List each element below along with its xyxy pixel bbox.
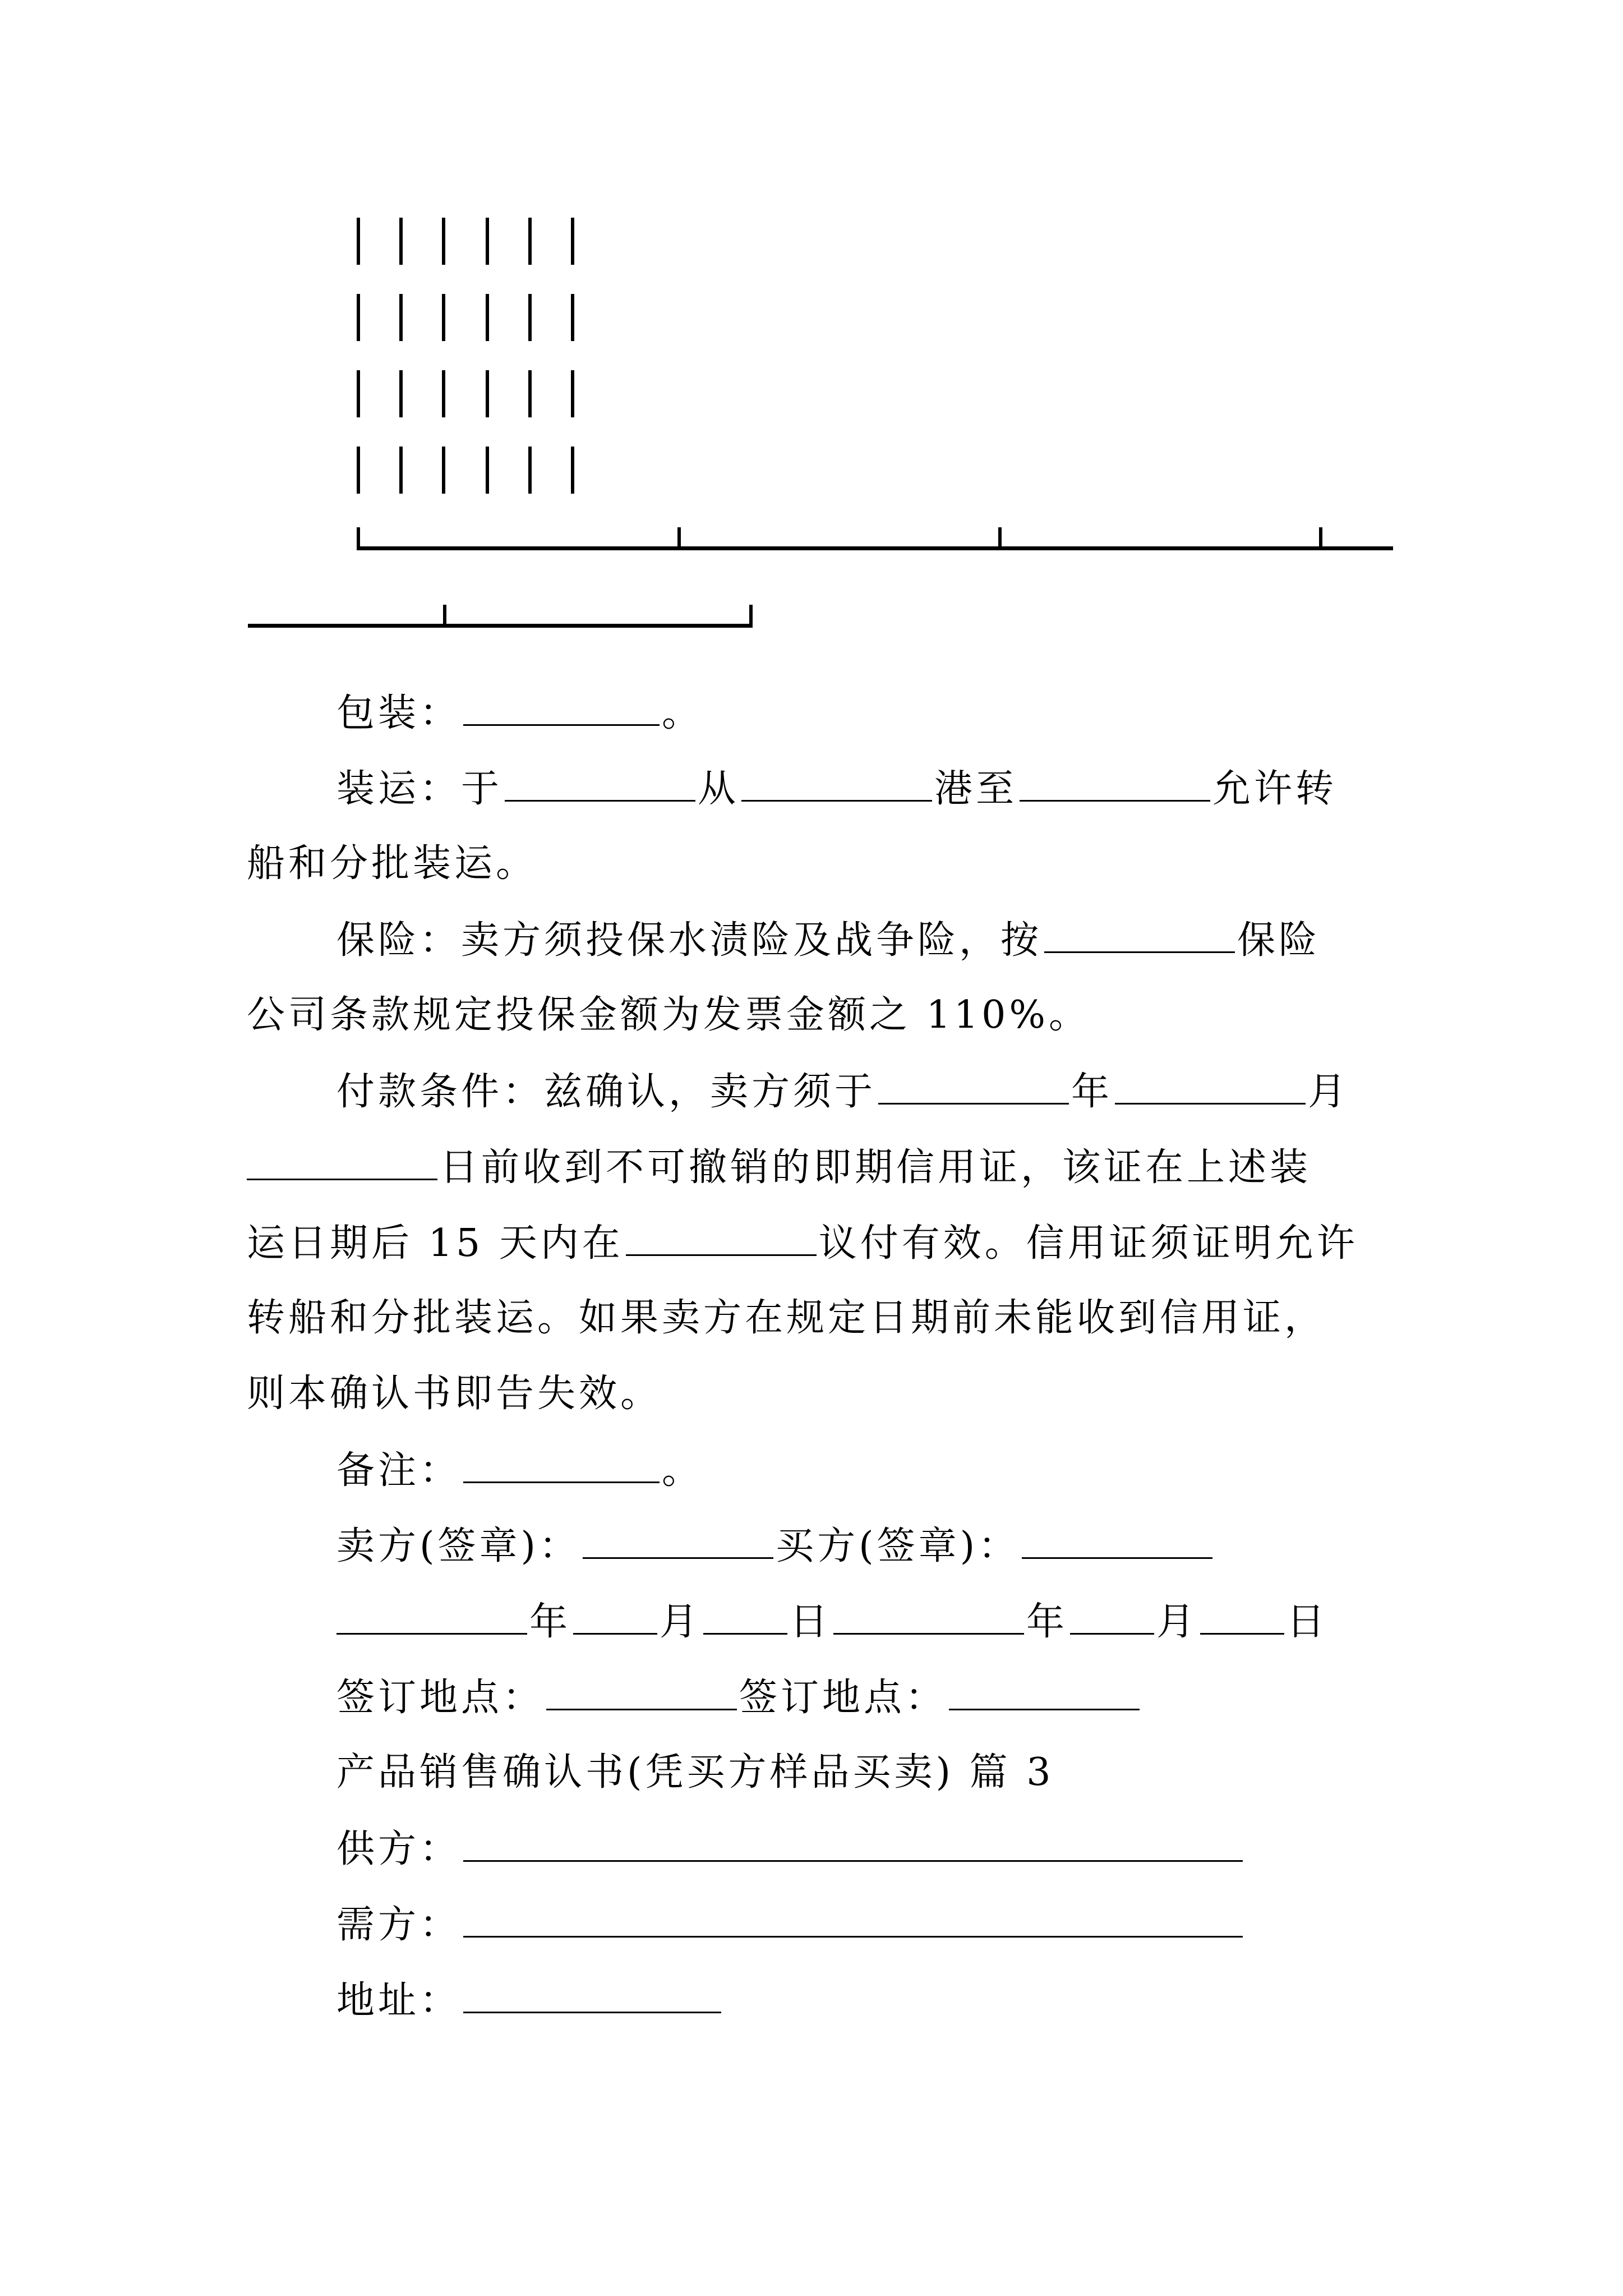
payment-month-blank[interactable]	[1115, 1066, 1306, 1105]
seller-day-blank[interactable]	[703, 1596, 787, 1635]
packaging-blank[interactable]	[463, 687, 660, 726]
seller-day-label: 日	[790, 1600, 832, 1644]
buyer-month-blank[interactable]	[1070, 1596, 1154, 1635]
table-bar	[357, 218, 360, 265]
table-bar	[442, 294, 445, 341]
buyer-day-blank[interactable]	[1200, 1596, 1284, 1635]
buyer-signature-label: 买方(签章)：	[776, 1524, 1020, 1568]
table-border	[248, 624, 753, 628]
insurance-line	[336, 914, 1320, 966]
table-tick	[998, 527, 1002, 550]
shipment-line-2: 船和分批装运。	[247, 841, 538, 886]
payment-text: 付款条件：兹确认，卖方须于	[336, 1070, 877, 1114]
demander-blank[interactable]	[463, 1899, 1243, 1938]
table-bar	[442, 447, 445, 494]
insurance-text-2: 保险	[1237, 918, 1321, 963]
table-bar	[528, 447, 532, 494]
remarks-label: 备注：	[336, 1448, 462, 1493]
payment-line	[336, 1066, 1349, 1117]
seller-place-blank[interactable]	[546, 1672, 737, 1710]
shipment-destination-blank[interactable]	[1020, 763, 1210, 802]
table-bar	[571, 370, 574, 417]
place-line	[336, 1672, 1142, 1723]
table-bar	[357, 447, 360, 494]
buyer-place-blank[interactable]	[949, 1672, 1140, 1710]
buyer-signature-blank[interactable]	[1022, 1520, 1212, 1559]
table-border	[357, 546, 1393, 550]
supplier-line	[336, 1823, 1245, 1875]
payment-text-4: 议付有效。信用证须证明允许	[818, 1221, 1358, 1266]
table-corner	[749, 605, 753, 627]
insurance-line-2: 公司条款规定投保金额为发票金额之 110%。	[247, 993, 1091, 1037]
shipment-date-blank[interactable]	[505, 763, 695, 802]
payment-month: 月	[1308, 1070, 1350, 1114]
demander-line	[336, 1899, 1245, 1950]
table-bar	[528, 370, 532, 417]
payment-day-blank[interactable]	[247, 1142, 437, 1180]
table-bar	[442, 218, 445, 265]
shipment-port-blank[interactable]	[741, 763, 932, 802]
seller-year-blank[interactable]	[336, 1596, 527, 1635]
remarks-blank[interactable]	[463, 1444, 660, 1483]
packaging-end: 。	[662, 691, 704, 735]
buyer-year-blank[interactable]	[833, 1596, 1024, 1635]
seller-year-label: 年	[529, 1600, 571, 1644]
shipment-port-to: 港至	[934, 767, 1018, 811]
remarks-line	[336, 1444, 703, 1496]
table-tick	[677, 527, 681, 550]
payment-line-3	[247, 1217, 1358, 1269]
date-line	[336, 1596, 1328, 1648]
demander-label: 需方：	[336, 1903, 462, 1947]
buyer-place-label: 签订地点：	[739, 1676, 947, 1720]
packaging-line	[336, 687, 703, 739]
shipment-line	[336, 763, 1337, 815]
table-bar	[486, 370, 489, 417]
table-bar	[357, 294, 360, 341]
payment-text-2: 日前收到不可撤销的即期信用证，该证在上述装	[440, 1145, 1312, 1190]
shipment-from: 从	[698, 767, 740, 811]
table-bar	[399, 370, 403, 417]
signature-line	[336, 1520, 1215, 1572]
table-bar	[486, 218, 489, 265]
address-line	[336, 1975, 723, 2026]
insurance-text: 保险：卖方须投保水渍险及战争险，按	[336, 918, 1043, 963]
table-bar	[399, 447, 403, 494]
seller-month-blank[interactable]	[573, 1596, 657, 1635]
table-bar	[571, 294, 574, 341]
supplier-blank[interactable]	[463, 1823, 1243, 1862]
table-bar	[571, 218, 574, 265]
shipment-allow: 允许转	[1212, 767, 1338, 811]
supplier-label: 供方：	[336, 1827, 462, 1871]
payment-year-blank[interactable]	[878, 1066, 1069, 1105]
seller-place-label: 签订地点：	[336, 1676, 545, 1720]
table-bar	[571, 447, 574, 494]
address-label: 地址：	[336, 1978, 462, 2023]
table-bar	[442, 370, 445, 417]
buyer-month-label: 月	[1156, 1600, 1198, 1644]
payment-line-4: 转船和分批装运。如果卖方在规定日期前未能收到信用证，	[247, 1296, 1326, 1340]
buyer-year-label: 年	[1026, 1600, 1068, 1644]
payment-line-2	[247, 1142, 1311, 1193]
payment-line-5: 则本确认书即告失效。	[247, 1372, 662, 1416]
seller-signature-label: 卖方(签章)：	[336, 1524, 581, 1568]
table-bar	[528, 218, 532, 265]
table-tick	[443, 605, 446, 627]
table-bar	[357, 370, 360, 417]
table-tick	[1319, 527, 1322, 550]
table-bar	[399, 218, 403, 265]
seller-month-label: 月	[660, 1600, 702, 1644]
remarks-end: 。	[662, 1448, 704, 1493]
address-blank[interactable]	[463, 1975, 721, 2013]
table-bar	[399, 294, 403, 341]
payment-place-blank[interactable]	[626, 1217, 817, 1256]
insurance-company-blank[interactable]	[1044, 914, 1235, 953]
table-bar	[486, 294, 489, 341]
table-bar	[486, 447, 489, 494]
seller-signature-blank[interactable]	[583, 1520, 773, 1559]
shipment-label: 装运：于	[336, 767, 503, 811]
packaging-label: 包装：	[336, 691, 462, 735]
payment-text-3: 运日期后 15 天内在	[247, 1221, 624, 1266]
buyer-day-label: 日	[1287, 1600, 1329, 1644]
payment-year: 年	[1071, 1070, 1113, 1114]
table-bar	[528, 294, 532, 341]
section-title: 产品销售确认书(凭买方样品买卖) 篇 3	[336, 1750, 1054, 1795]
